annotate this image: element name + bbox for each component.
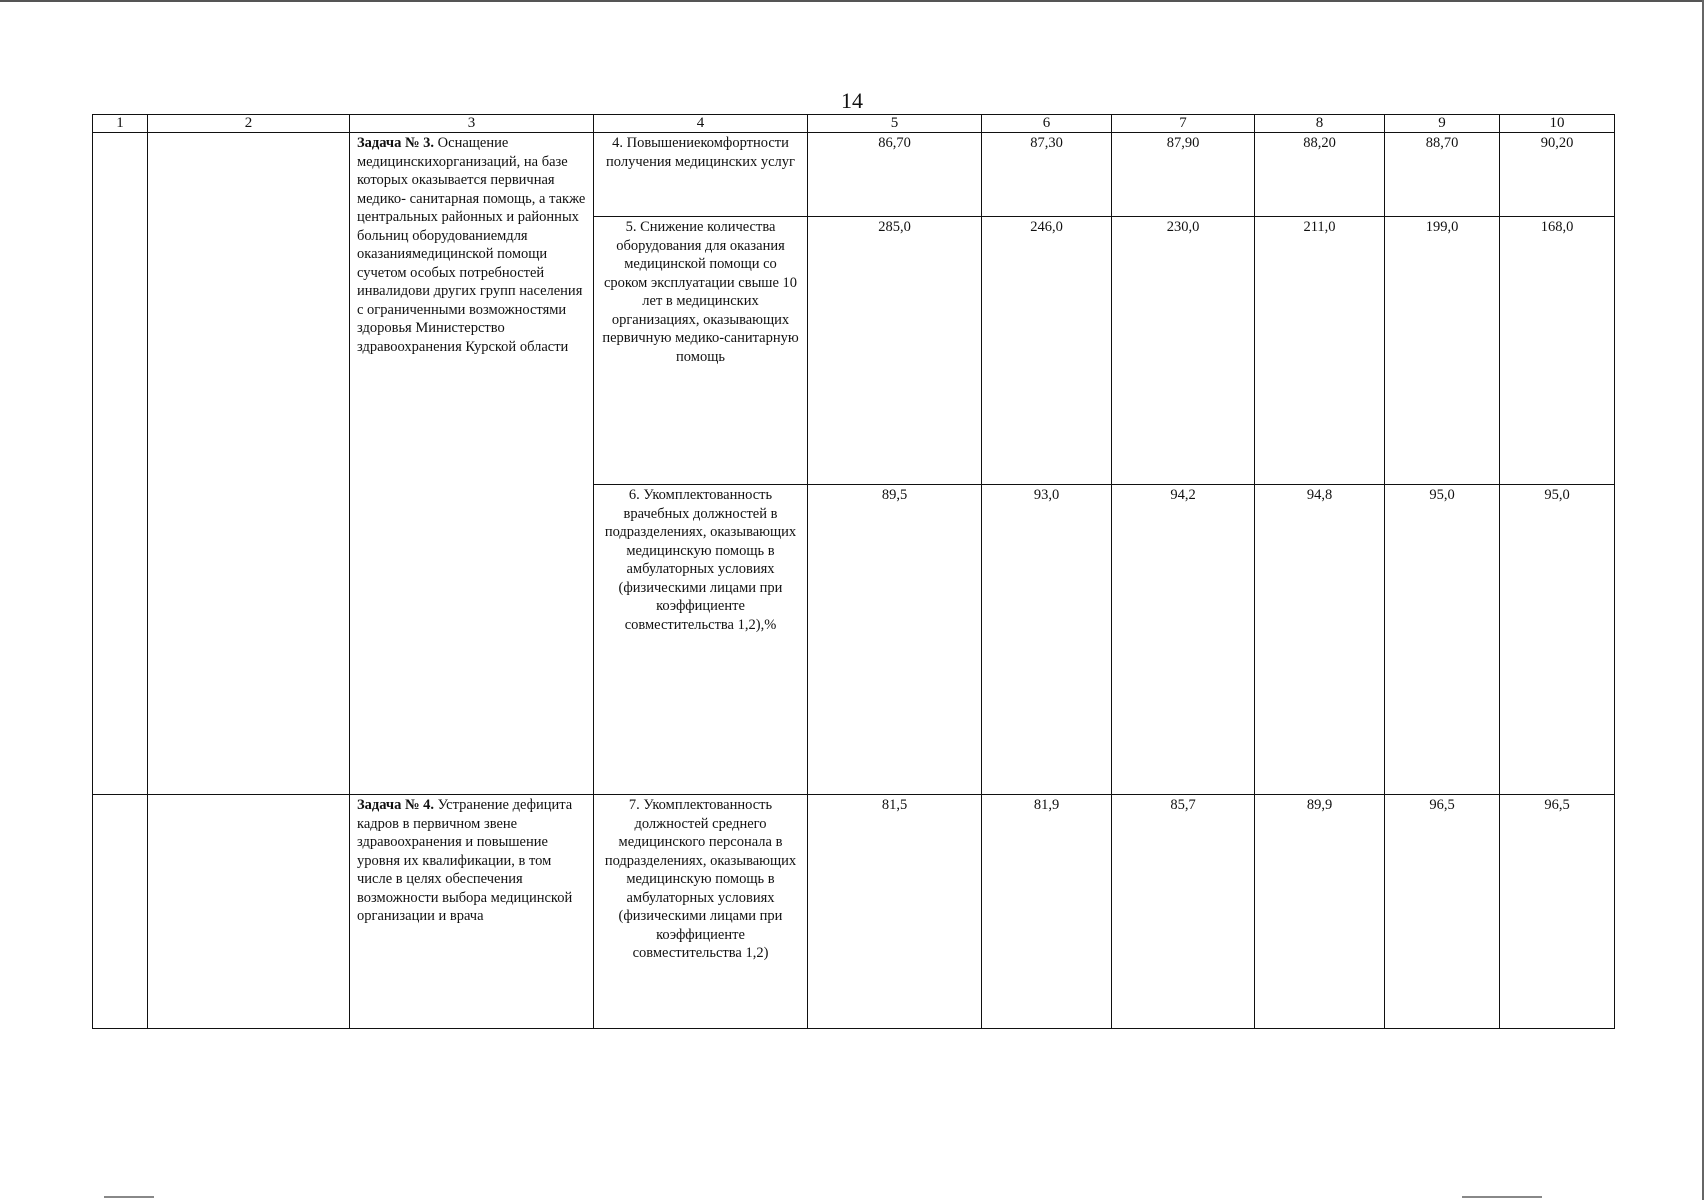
column-header-6: 6 [982,115,1112,133]
indicator-7-value-col8: 89,9 [1255,795,1385,1029]
program-cell [148,133,350,795]
column-header-7: 7 [1112,115,1255,133]
indicator-5-value-col9: 199,0 [1385,217,1500,485]
indicator-4-value-col9: 88,70 [1385,133,1500,217]
indicator-4-value-col10: 90,20 [1500,133,1615,217]
indicator-4-value-col5: 86,70 [808,133,982,217]
indicator-5-value-col7: 230,0 [1112,217,1255,485]
indicator-4-value-col6: 87,30 [982,133,1112,217]
indicator-4-value-col7: 87,90 [1112,133,1255,217]
indicator-6-value-col8: 94,8 [1255,485,1385,795]
indicator-6-value-col6: 93,0 [982,485,1112,795]
indicator-5-name: 5. Снижение количества оборудования для оказания медицинской помощи со сроком эксплуатации свыше 10 лет в медицинских организациях, оказывающих первичную медико-санитарную помощь [594,217,808,485]
column-header-9: 9 [1385,115,1500,133]
row-number-cell [93,795,148,1029]
table-row [93,133,1615,217]
task-4-cell [350,795,594,1029]
scan-mark-left [104,1196,154,1198]
indicator-7-value-col7: 85,7 [1112,795,1255,1029]
task-4-title: Задача № 4. [357,797,435,813]
column-header-10: 10 [1500,115,1615,133]
indicator-6-value-col9: 95,0 [1385,485,1500,795]
task-3-title: Задача № 3. [357,135,435,151]
indicator-5-value-col6: 246,0 [982,217,1112,485]
indicator-5-value-col5: 285,0 [808,217,982,485]
indicator-6-value-col10: 95,0 [1500,485,1615,795]
indicator-5-value-col8: 211,0 [1255,217,1385,485]
indicators-table [92,114,1615,1029]
indicator-7-name: 7. Укомплектованность должностей среднего медицинского персонала в подразделениях, оказывающих медицинскую помощь в амбулаторных условиях (физическими лицами при коэффициенте совместительства 1,2) [594,795,808,1029]
task-3-text: Оснащение медицинскихорганизаций, на базе которых оказывается первичная медико- санитарная помощь, а также центральных районных и районных больниц оборудованиемдля оказаниямедицинской помощи сучетом особых потребностей инвалидови других групп населения с ограниченными возможностями здоровья Министерство здравоохранения Курской области [357,135,586,355]
column-number-row [93,115,1615,133]
task-3-cell [350,133,594,795]
scan-edge-top [0,0,1704,2]
indicator-7-value-col10: 96,5 [1500,795,1615,1029]
indicator-7-value-col6: 81,9 [982,795,1112,1029]
row-number-cell [93,133,148,795]
scan-mark-right [1462,1196,1542,1198]
program-cell [148,795,350,1029]
column-header-5: 5 [808,115,982,133]
indicator-4-value-col8: 88,20 [1255,133,1385,217]
column-header-8: 8 [1255,115,1385,133]
task-4-text: Устранение дефицита кадров в первичном звене здравоохранения и повышение уровня их квалификации, в том числе в целях обеспечения возможности выбора медицинской организации и врача [357,797,573,924]
indicator-6-value-col5: 89,5 [808,485,982,795]
indicator-7-value-col9: 96,5 [1385,795,1500,1029]
column-header-2: 2 [148,115,350,133]
indicator-5-value-col10: 168,0 [1500,217,1615,485]
indicator-6-name: 6. Укомплектованность врачебных должностей в подразделениях, оказывающих медицинскую помощь в амбулаторных условиях (физическими лицами при коэффициенте совместительства 1,2),% [594,485,808,795]
column-header-3: 3 [350,115,594,133]
column-header-4: 4 [594,115,808,133]
page-number: 14 [841,88,863,113]
indicator-7-value-col5: 81,5 [808,795,982,1029]
indicator-4-name: 4. Повышениекомфортности получения медицинских услуг [594,133,808,217]
column-header-1: 1 [93,115,148,133]
indicator-6-value-col7: 94,2 [1112,485,1255,795]
table-row [93,795,1615,1029]
